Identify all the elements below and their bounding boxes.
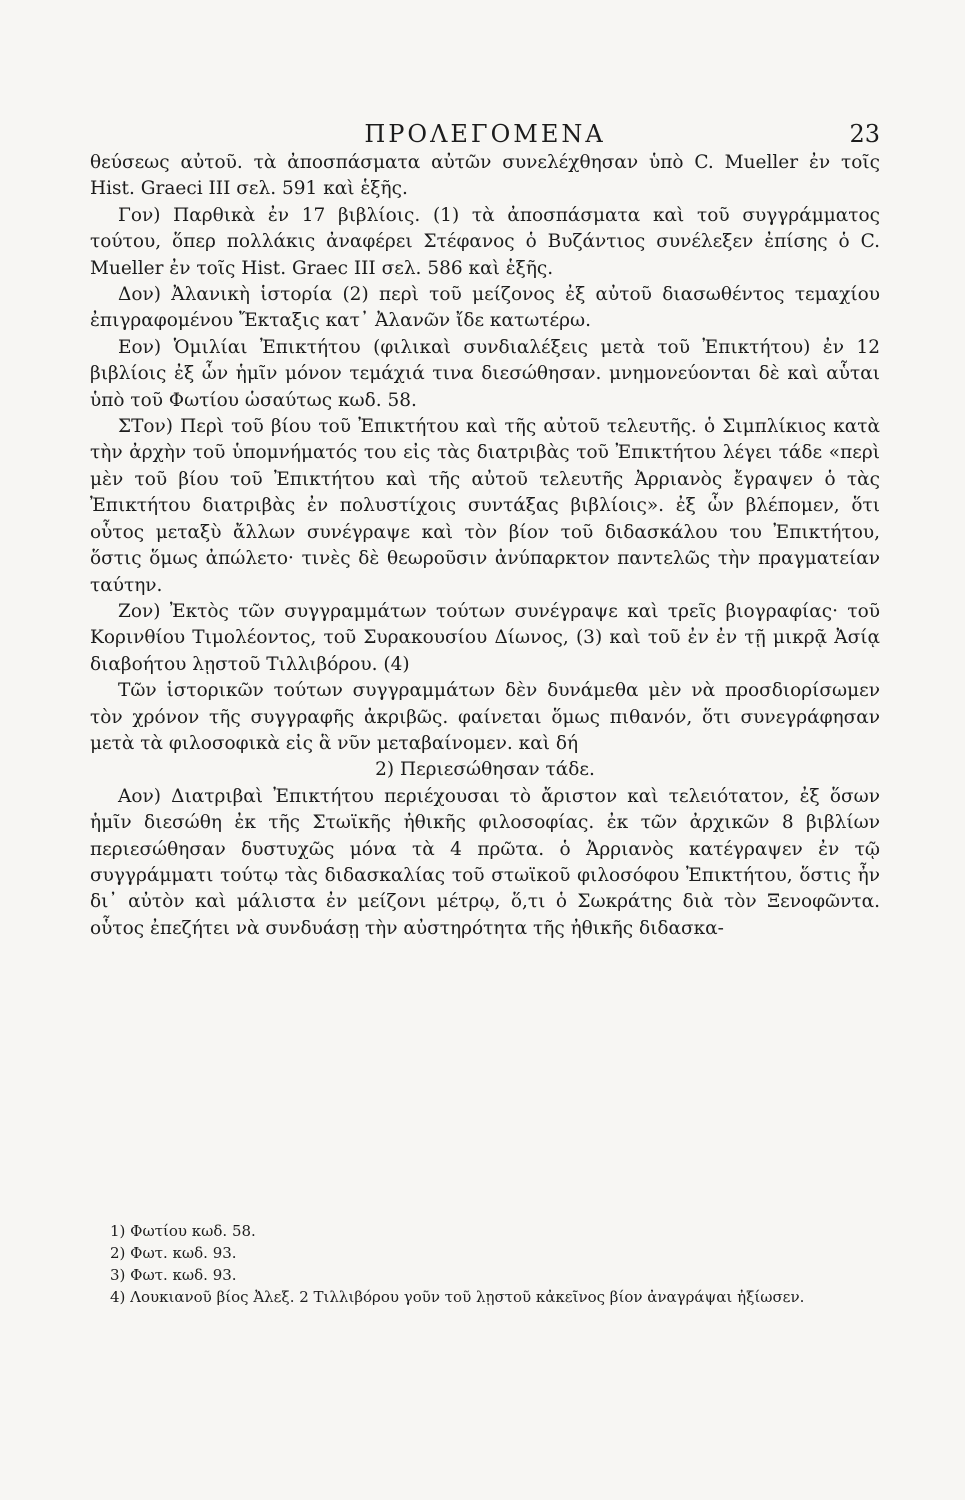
paragraph-parthika: Γον) Παρθικὰ ἐν 17 βιβλίοις. (1) τὰ ἀποσπάσματα καὶ τοῦ συγγράμματος τούτου, ὅπερ πολλάκις ἀναφέρει Στέφανος ὁ Βυζάντιος συνέλεξεν ἐπίσης ὁ C. Mueller ἐν τοῖς Hist. Graec III σελ. 586 καὶ ἑξῆς. xyxy=(90,204,880,279)
paragraph-chronology: Τῶν ἱστορικῶν τούτων συγγραμμάτων δὲν δυνάμεθα μὲν νὰ προσδιορίσωμεν τὸν χρόνον τῆς συγγραφῆς ἀκριβῶς. φαίνεται ὅμως πιθανόν, ὅτι συνεγράφησαν μετὰ τὰ φιλοσοφικὰ εἰς ἃ νῦν μεταβαίνομεν. καὶ δή xyxy=(90,680,880,754)
footnote: 4) Λουκιανοῦ βίος Ἀλεξ. 2 Τιλλιβόρου γοῦν τοῦ λῃστοῦ κἀκεῖνος βίον ἀναγράψαι ἠξίωσεν. xyxy=(110,1288,805,1306)
paragraph-diatribai: Αον) Διατριβαὶ Ἐπικτήτου περιέχουσαι τὸ ἄριστον καὶ τελειότατον, ἐξ ὅσων ἡμῖν διεσώθη ἐκ τῆς Στωϊκῆς ἠθικῆς φιλοσοφίας. ἐκ τῶν ἀρχικῶν 8 βιβλίων περιεσώθησαν δυστυχῶς μόνα τὰ 4 πρῶτα. ὁ Ἀρριανὸς κατέγραψεν ἐν τῷ συγγράμματι τούτῳ τὰς διδασκαλίας τοῦ στωϊκοῦ φιλοσόφου Ἐπικτήτου, ὅστις ἦν δι᾽ αὐτὸν καὶ μάλιστα ἐν μείζονι μέτρῳ, ὅ,τι ὁ Σωκράτης διὰ τὸν Ξενοφῶντα. οὗτος ἐπεζήτει νὰ συνδυάσῃ τὴν αὐστηρότητα τῆς ἠθικῆς διδασκα- xyxy=(90,785,880,939)
running-title: ΠΡΟΛΕΓΟΜΕΝΑ xyxy=(364,120,606,148)
footnote: 2) Φωτ. κωδ. 93. xyxy=(110,1244,237,1262)
main-text xyxy=(90,150,880,942)
footnote: 1) Φωτίου κωδ. 58. xyxy=(110,1222,256,1240)
paragraph-alanike: Δον) Ἀλανικὴ ἱστορία (2) περὶ τοῦ μείζονος ἐξ αὐτοῦ διασωθέντος τεμαχίου ἐπιγραφομένου Ἔκταξις κατ᾽ Ἀλανῶν ἴδε κατωτέρω. xyxy=(90,284,880,332)
page-number: 23 xyxy=(849,120,880,148)
paragraph-continuation: θεύσεως αὐτοῦ. τὰ ἀποσπάσματα αὐτῶν συνελέχθησαν ὑπὸ C. Mueller ἐν τοῖς Hist. Graeci III σελ. 591 καὶ ἑξῆς. xyxy=(90,152,880,200)
paragraph-homiliai: Εον) Ὁμιλίαι Ἐπικτήτου (φιλικαὶ συνδιαλέξεις μετὰ τοῦ Ἐπικτήτου) ἐν 12 βιβλίοις ἐξ ὧν ἡμῖν μόνον τεμάχιά τινα διεσώθησαν. μνημονεύονται δὲ καὶ αὗται ὑπὸ τοῦ Φωτίου ὡσαύτως κωδ. 58. xyxy=(90,336,880,411)
section-heading: 2) Περιεσώθησαν τάδε. xyxy=(375,759,595,781)
footnotes xyxy=(110,1220,870,1308)
paragraph-biographies: Ζον) Ἐκτὸς τῶν συγγραμμάτων τούτων συνέγραψε καὶ τρεῖς βιογραφίας· τοῦ Κορινθίου Τιμολέοντος, τοῦ Συρακουσίου Δίωνος, (3) καὶ τοῦ ἐν ἐν τῇ μικρᾷ Ἀσίᾳ διαβοήτου λῃστοῦ Τιλλιβόρου. (4) xyxy=(90,600,880,675)
paragraph-bios: ΣΤον) Περὶ τοῦ βίου τοῦ Ἐπικτήτου καὶ τῆς αὐτοῦ τελευτῆς. ὁ Σιμπλίκιος κατὰ τὴν ἀρχὴν τοῦ ὑπομνήματός του εἰς τὰς διατριβὰς τοῦ Ἐπικτήτου λέγει τάδε «περὶ μὲν τοῦ βίου τοῦ Ἐπικτήτου καὶ τῆς αὐτοῦ τελευτῆς Ἀρριανὸς ἔγραψεν ὁ τὰς Ἐπικτήτου διατριβὰς ἐν πολυστίχοις συντάξας βιβλίοις». ἐξ ὧν βλέπομεν, ὅτι οὗτος μεταξὺ ἄλλων συνέγραψε καὶ τὸν βίον τοῦ διδασκάλου του Ἐπικτήτου, ὅστις ὅμως ἀπώλετο· τινὲς δὲ θεωροῦσιν ἀνύπαρκτον παντελῶς τὴν πραγματείαν ταύτην. xyxy=(90,416,880,596)
footnote: 3) Φωτ. κωδ. 93. xyxy=(110,1266,237,1284)
